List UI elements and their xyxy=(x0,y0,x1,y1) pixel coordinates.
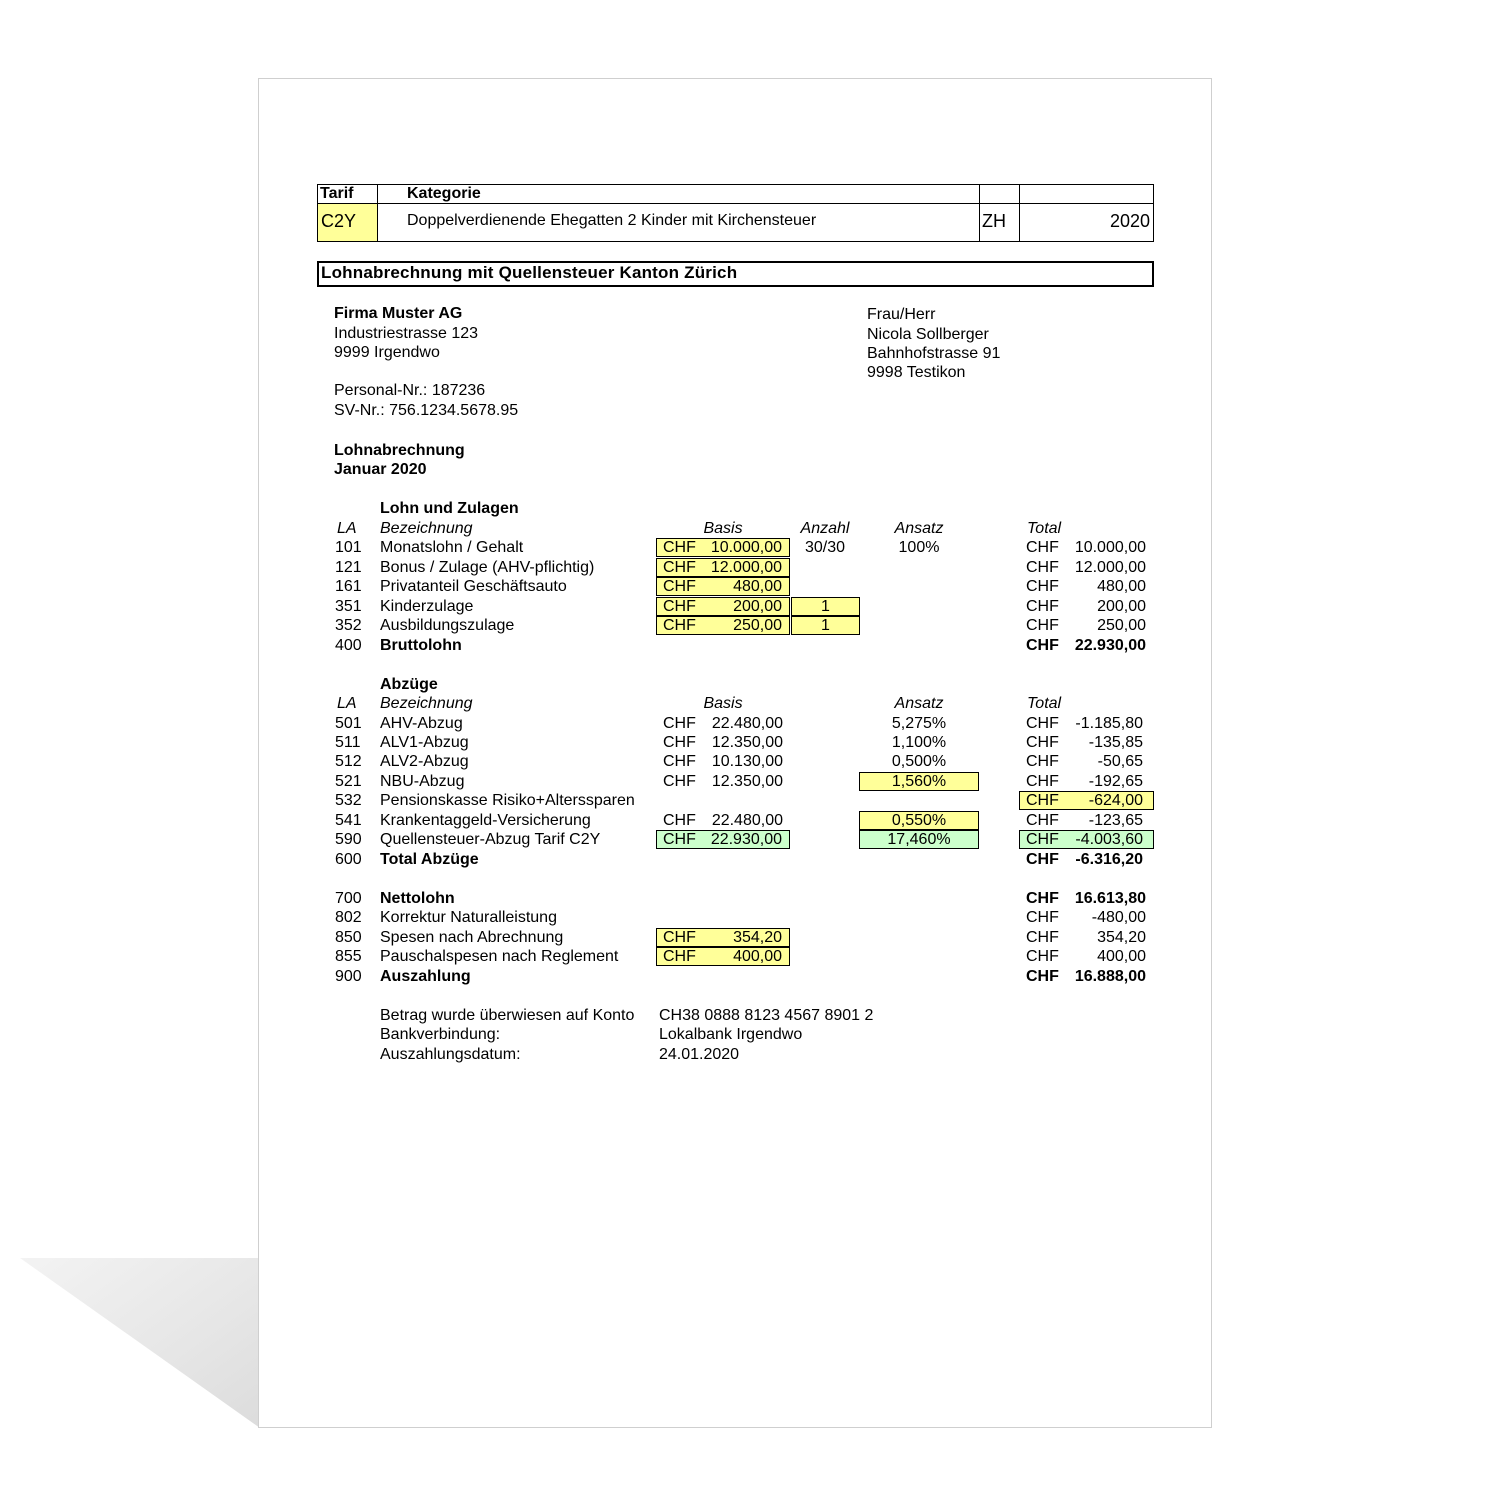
ansatz-input[interactable]: 0,550% xyxy=(859,811,979,830)
payout-date-label: Auszahlungsdatum: xyxy=(380,1046,521,1063)
basis-input[interactable]: CHF 480,00 xyxy=(656,577,790,596)
title-box xyxy=(317,261,1154,287)
statement-period: Januar 2020 xyxy=(334,461,427,478)
page-shadow xyxy=(20,1258,260,1428)
document-page: Tarif Kategorie C2Y Doppelverdienende Ehegatten 2 Kinder mit Kirchensteuer ZH 2020 Lohnabrechnung mit Quellensteuer Kanton Zürich Firma Muster AG Industriestrasse 123 9999 Irgendwo Personal-Nr.: 187236 SV-Nr.: 756.1234.5678.95 Frau/Herr Nicola Sollberger Bahnhofstrasse 91 9998 Testikon Lohnabrechnung Januar 2020 Lohn und Zulagen LA Bezeichnung Basis Anzahl Ansatz Total 101 Monatslohn / Gehalt CHF 10.000,00 30/30 100% CHF 10.000,00 121 Bonus / Zulage (AHV-pflichtig) CHF 12.000,00 CHF 12.000,00 161 Privatanteil Geschäftsauto CHF 480,00 CHF 480,00 351 Kinderzulage CHF 200,00 1 CHF 200,00 352 Ausbildungszulage CHF 250,00 1 CHF 250,00 400 Bruttolohn CHF 22.930,00 Abzüge LA Bezeichnung Basis Ansatz Total 501 AHV-Abzug CHF 22.480,00 5,275% CHF -1.185,80 511 ALV1-Abzug CHF 12.350,00 1,100% CHF -135,85 512 ALV2-Abzug CHF 10.130,00 0,500% CHF -50,65 521 NBU-Abzug CHF 12.350,00 1,560% CHF -192,65 532 Pensionskasse Risiko+Alterssparen CHF -624,00 541 Krankentaggeld-Versicherung CHF 22.480,00 0,550% CHF -123,65 590 Quellensteuer-Abzug Tarif C2Y CHF 22.930,00 17,460% CHF -4.003,60 600 Total Abzüge CHF -6.316,20 700 Nettolohn CHF 16.613,80 802 Korrektur Naturalleistung CHF -480,00 850 Spesen nach Abrechnung CHF 354,20 CHF 354,20 855 Pauschalspesen nach Reglement CHF 400,00 CHF 400,00 900 Auszahlung CHF 16.888,00 Betrag wurde überwiesen auf Konto CH38 0888 8123 4567 8901 2 Bankverbindung: Lokalbank Irgendwo Auszahlungsdatum: 24.01.2020 xyxy=(258,78,1212,1428)
tax-rate-cell: 17,460% xyxy=(859,830,979,849)
account-label: Betrag wurde überwiesen auf Konto xyxy=(380,1007,635,1024)
employer-street: Industriestrasse 123 xyxy=(334,325,479,342)
deductions-section-title: Abzüge xyxy=(380,676,438,693)
account-value: CH38 0888 8123 4567 8901 2 xyxy=(659,1007,874,1024)
employee-street: Bahnhofstrasse 91 xyxy=(867,345,1001,362)
earnings-section-title: Lohn und Zulagen xyxy=(380,500,519,517)
tax-basis-cell: CHF 22.930,00 xyxy=(656,830,790,849)
col-basis: Basis xyxy=(703,520,743,537)
bank-label: Bankverbindung: xyxy=(380,1026,501,1043)
employee-salutation: Frau/Herr xyxy=(867,306,936,323)
employee-city: 9998 Testikon xyxy=(867,364,966,381)
sv-number: SV-Nr.: 756.1234.5678.95 xyxy=(334,402,519,419)
personal-number: Personal-Nr.: 187236 xyxy=(334,382,486,399)
employee-name: Nicola Sollberger xyxy=(867,326,989,343)
tarif-value: C2Y xyxy=(321,211,357,231)
col-ansatz: Ansatz xyxy=(894,520,944,537)
col-la: LA xyxy=(337,520,357,537)
total-input[interactable]: CHF -624,00 xyxy=(1019,791,1154,810)
basis-input[interactable]: CHF 250,00 xyxy=(656,616,790,635)
document-title: Lohnabrechnung mit Quellensteuer Kanton Zürich xyxy=(321,263,738,282)
statement-title: Lohnabrechnung xyxy=(334,442,465,459)
col-anzahl: Anzahl xyxy=(800,520,850,537)
anzahl-input[interactable]: 1 xyxy=(791,616,860,635)
spesen-input[interactable]: CHF 354,20 xyxy=(656,928,790,947)
year-value: 2020 xyxy=(1109,211,1150,231)
kategorie-value: Doppelverdienende Ehegatten 2 Kinder mit Kirchensteuer xyxy=(407,212,817,229)
bank-value: Lokalbank Irgendwo xyxy=(659,1026,803,1043)
col-bezeichnung: Bezeichnung xyxy=(380,520,473,537)
pauschalspesen-input[interactable]: CHF 400,00 xyxy=(656,947,790,966)
tariff-header-table xyxy=(317,184,1154,242)
col-total: Total xyxy=(1027,520,1062,537)
anzahl-input[interactable]: 1 xyxy=(791,597,860,616)
basis-input[interactable]: CHF 200,00 xyxy=(656,597,790,616)
employer-city: 9999 Irgendwo xyxy=(334,344,440,361)
kategorie-label: Kategorie xyxy=(407,185,481,202)
kanton-value: ZH xyxy=(982,211,1006,231)
ansatz-input[interactable]: 1,560% xyxy=(859,772,979,791)
payout-date-value: 24.01.2020 xyxy=(659,1046,740,1063)
basis-input[interactable]: CHF 12.000,00 xyxy=(656,558,790,577)
basis-input[interactable]: CHF 10.000,00 xyxy=(656,538,790,557)
tarif-label: Tarif xyxy=(320,185,354,202)
employer-name: Firma Muster AG xyxy=(334,305,463,322)
tax-total-cell: CHF -4.003,60 xyxy=(1019,830,1154,849)
